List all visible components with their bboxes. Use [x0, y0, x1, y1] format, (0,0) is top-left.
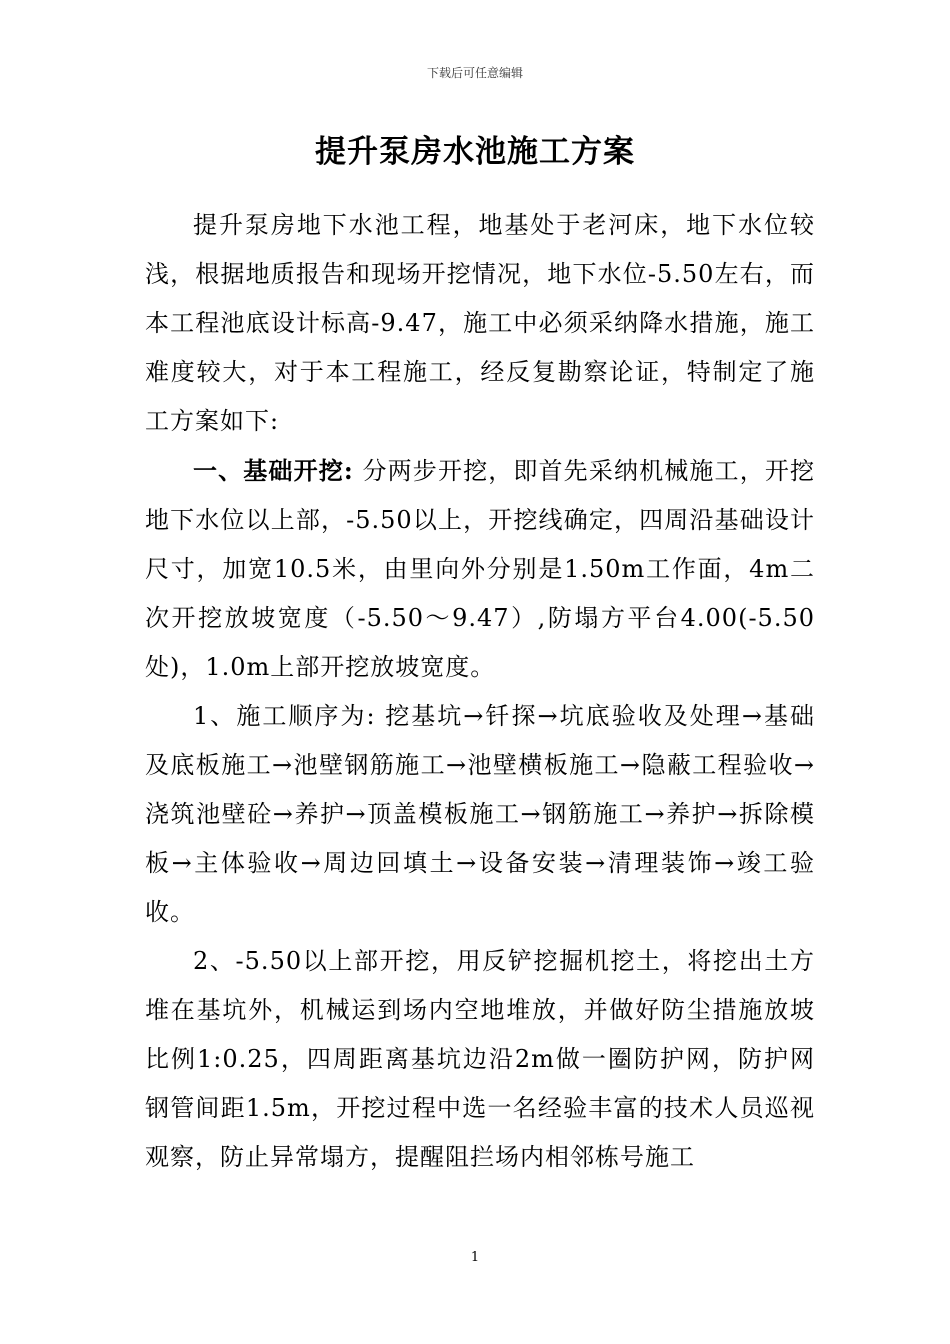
page-title: 提升泵房水池施工方案 [315, 134, 635, 170]
header-note: 下载后可任意编辑 [426, 66, 523, 80]
section-heading: 一、基础开挖: [193, 456, 354, 485]
paragraph-excavation-text: 分两步开挖，即首先采纳机械施工，开挖地下水位以上部，-5.50以上，开挖线确定，四周沿基础设计尺寸，加宽10.5米，由里向外分别是1.50m工作面，4m二次开挖放坡宽度（-5.50～9.47）,防塌方平台4.00(-5.50处)，1.0m上部开挖放坡宽度。 [145, 457, 815, 681]
paragraph-sequence: 1、施工顺序为: 挖基坑→钎探→坑底验收及处理→基础及底板施工→池壁钢筋施工→池壁横板施工→隐蔽工程验收→浇筑池壁砼→养护→顶盖模板施工→钢筋施工→养护→拆除模板→主体验收→周边回填土→设备安装→清理装饰→竣工验收。 [145, 702, 815, 926]
page-number: 1 [470, 1250, 480, 1265]
paragraph-upper-excavation: 2、-5.50以上部开挖，用反铲挖掘机挖土，将挖出土方堆在基坑外，机械运到场内空地堆放，并做好防尘措施放坡比例1:0.25，四周距离基坑边沿2m做一圈防护网，防护网钢管间距1.5m，开挖过程中选一名经验丰富的技术人员巡视观察，防止异常塌方，提醒阻拦场内相邻栋号施工 [145, 947, 815, 1171]
paragraph-intro: 提升泵房地下水池工程，地基处于老河床，地下水位较浅，根据地质报告和现场开挖情况，地下水位-5.50左右，而本工程池底设计标高-9.47，施工中必须采纳降水措施，施工难度较大，对于本工程施工，经反复勘察论证，特制定了施工方案如下: [145, 211, 815, 435]
paragraph-excavation [145, 446, 815, 692]
document-body [145, 201, 815, 1182]
